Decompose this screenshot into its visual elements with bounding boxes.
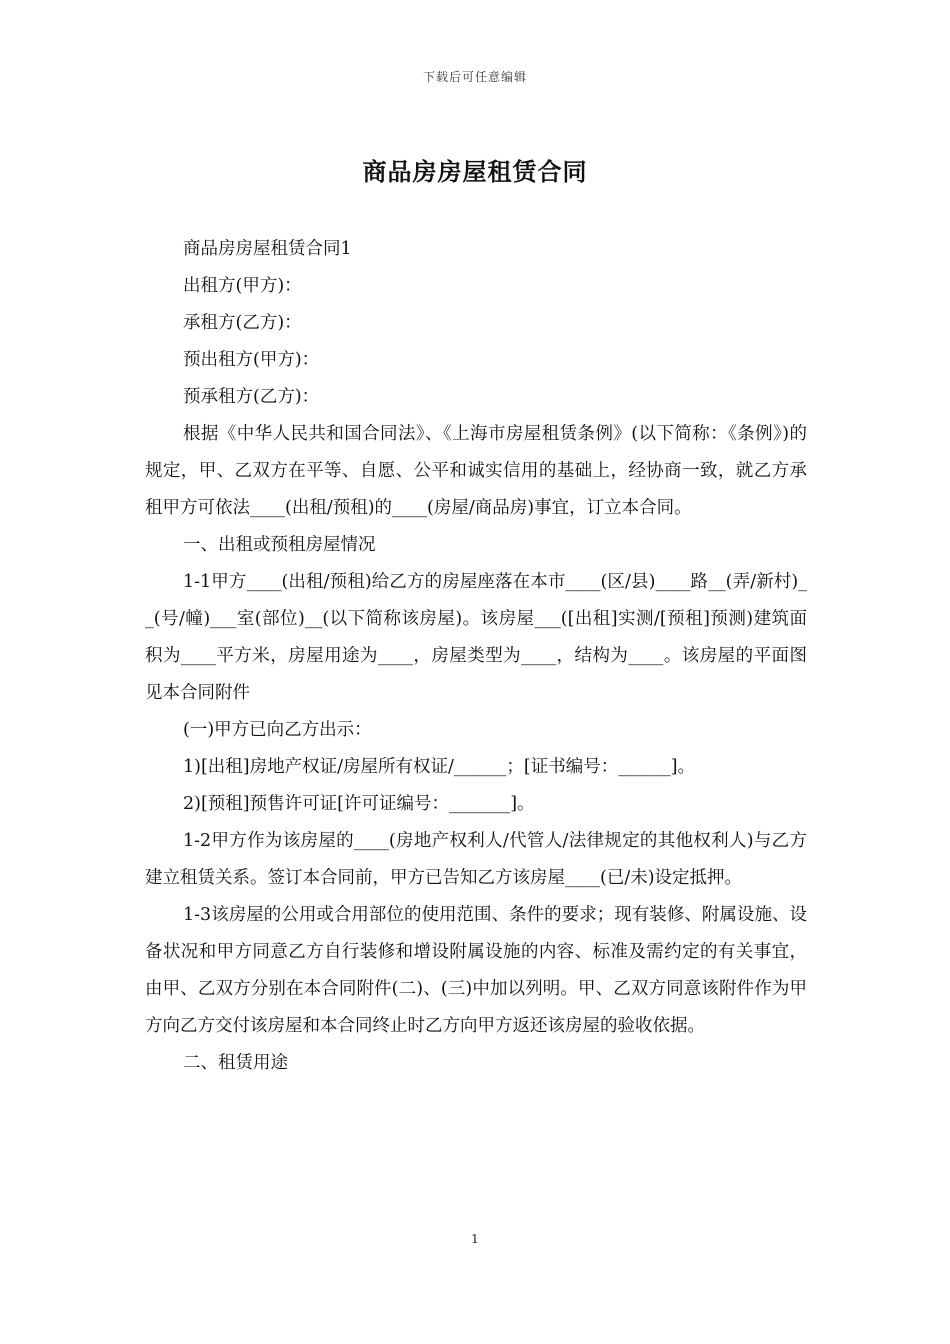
subclause-1-1-a-2: 2)[预租]预售许可证[许可证编号：_______]。 xyxy=(183,794,535,814)
paragraph-preamble: 根据《中华人民共和国合同法》、《上海市房屋租赁条例》(以下简称：《条例》)的规定，甲、乙双方在平等、自愿、公平和诚实信用的基础上，经协商一致，就乙方承租甲方可依法____(出租/预租)的____(房屋/商品房)事宜，订立本合同。 xyxy=(145,424,807,518)
paragraph-lessor: 出租方(甲方)： xyxy=(183,276,302,296)
clause-1-3: 1-3该房屋的公用或合用部位的使用范围、条件的要求；现有装修、附属设施、设备状况和甲方同意乙方自行装修和增设附属设施的内容、标准及需约定的有关事宜，由甲、乙双方分别在本合同附件(二)、(三)中加以列明。甲、乙双方同意该附件作为甲方向乙方交付该房屋和本合同终止时乙方向甲方返还该房屋的验收依据。 xyxy=(145,905,807,1036)
header-note: 下载后可任意编辑 xyxy=(422,70,527,84)
paragraph-pre-lessee: 预承租方(乙方)： xyxy=(183,387,320,407)
clause-1-2: 1-2甲方作为该房屋的____(房地产权利人/代管人/法律规定的其他权利人)与乙方建立租赁关系。签订本合同前，甲方已告知乙方该房屋____(已/未)设定抵押。 xyxy=(145,831,807,888)
page-number: 1 xyxy=(471,1232,479,1246)
section-heading-1: 一、出租或预租房屋情况 xyxy=(183,535,376,555)
subclause-1-1-a-1: 1)[出租]房地产权证/房屋所有权证/______；[证书编号：______]。 xyxy=(183,757,696,777)
clause-1-1: 1-1甲方____(出租/预租)给乙方的房屋座落在本市____(区/县)____路__(弄/新村)__(号/幢)___室(部位)__(以下简称该房屋)。该房屋___([出租]实测/[预租]预测)建筑面积为____平方米，房屋用途为____，房屋类型为____，结构为____。该房屋的平面图见本合同附件 xyxy=(145,572,807,703)
paragraph-lessee: 承租方(乙方)： xyxy=(183,313,302,333)
section-heading-2: 二、租赁用途 xyxy=(183,1053,288,1073)
subclause-1-1-a: (一)甲方已向乙方出示： xyxy=(183,720,372,740)
document-body xyxy=(145,231,807,1082)
paragraph-contract-name: 商品房房屋租赁合同1 xyxy=(183,239,352,259)
document-title: 商品房房屋租赁合同 xyxy=(362,157,588,186)
paragraph-pre-lessor: 预出租方(甲方)： xyxy=(183,350,320,370)
